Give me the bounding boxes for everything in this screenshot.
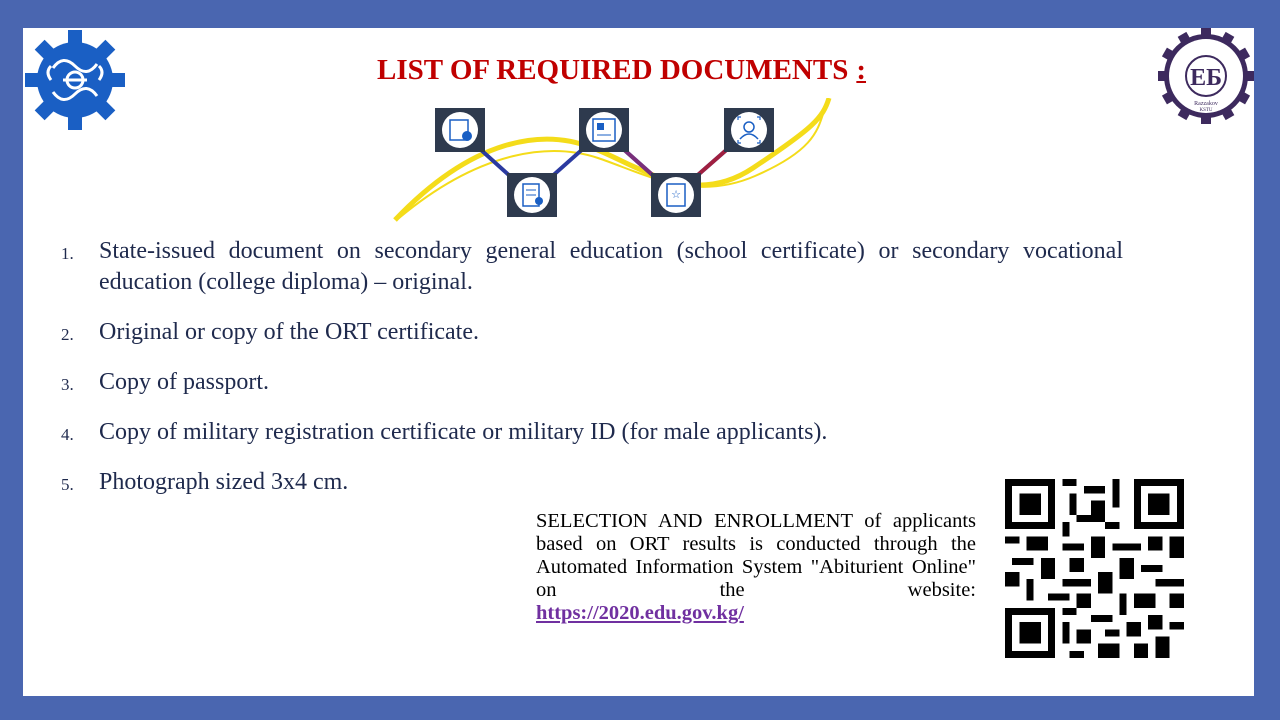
website-link[interactable]: https://2020.edu.gov.kg/: [536, 602, 744, 624]
photo-portrait-icon: [724, 108, 774, 152]
list-item: [61, 367, 1123, 398]
emblem-caption-2: KSTU: [1199, 108, 1213, 113]
id-card-icon: [579, 108, 629, 152]
svg-text:☆: ☆: [671, 188, 681, 201]
list-item-number: 5.: [61, 475, 74, 494]
title-text: LIST OF REQUIRED DOCUMENTS: [377, 54, 849, 86]
document-steps-graphic: [393, 98, 833, 223]
list-item-number: 4.: [61, 425, 74, 444]
documents-list: [61, 236, 1123, 517]
school-emblem-icon: [1157, 28, 1254, 128]
qr-code-icon[interactable]: [1005, 479, 1184, 658]
list-item: [61, 417, 1123, 448]
enrollment-note-text: SELECTION AND ENROLLMENT of applicants based on ORT results is conducted through the Automated Information System "Abiturient Online" on the website:: [536, 510, 976, 601]
list-item-text: Photograph sized 3x4 cm.: [99, 469, 349, 495]
star-document-icon: [651, 173, 701, 217]
university-logo-icon: [23, 28, 128, 133]
list-item-text: Copy of passport.: [99, 369, 269, 395]
list-item: [61, 236, 1123, 298]
list-item-number: 1.: [61, 244, 74, 263]
list-item-number: 3.: [61, 375, 74, 394]
emblem-caption-1: Razzakov: [1194, 101, 1218, 107]
list-item: [61, 317, 1123, 348]
page-title: [377, 54, 866, 87]
diploma-icon: [507, 173, 557, 217]
emblem-monogram: ЕБ: [1190, 65, 1222, 91]
slide: [23, 28, 1254, 696]
list-item-text: Original or copy of the ORT certificate.: [99, 319, 479, 345]
enrollment-note: [536, 510, 976, 625]
list-item-text: Copy of military registration certificate or military ID (for male applicants).: [99, 419, 828, 445]
list-item-number: 2.: [61, 325, 74, 344]
list-item-text: State-issued document on secondary general education (school certificate) or secondary vocational education (college diploma) – original.: [99, 238, 1123, 295]
title-colon: :: [856, 54, 867, 86]
certificate-icon: [435, 108, 485, 152]
list-item: [61, 467, 1123, 498]
